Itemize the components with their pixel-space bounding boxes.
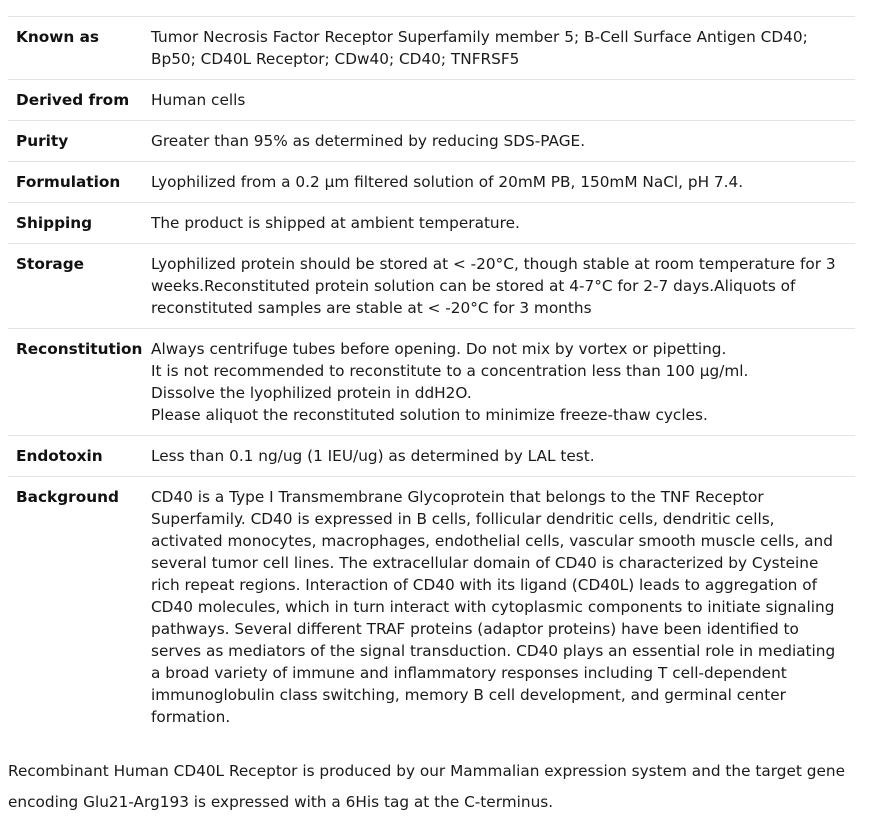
spec-value (151, 162, 855, 203)
spec-row-derived-from (8, 80, 855, 121)
spec-row-purity (8, 121, 855, 162)
spec-value-line: Lyophilized from a 0.2 μm filtered solution of 20mM PB, 150mM NaCl, pH 7.4. (151, 173, 744, 191)
spec-value-line: Tumor Necrosis Factor Receptor Superfamily member 5; B-Cell Surface Antigen CD40; Bp50; CD40L Receptor; CDw40; CD40; TNFRSF5 (151, 28, 808, 68)
spec-row-shipping (8, 203, 855, 244)
spec-label: Endotoxin (16, 447, 103, 465)
spec-value (151, 203, 855, 244)
spec-value-line: Less than 0.1 ng/ug (1 IEU/ug) as determined by LAL test. (151, 447, 595, 465)
spec-row-storage (8, 244, 855, 329)
spec-value (151, 436, 855, 477)
spec-value (151, 121, 855, 162)
spec-row-endotoxin (8, 436, 855, 477)
spec-value (151, 329, 855, 436)
spec-value-line: Greater than 95% as determined by reducing SDS-PAGE. (151, 132, 586, 150)
product-description: Recombinant Human CD40L Receptor is produced by our Mammalian expression system and the target gene encoding Glu21-Arg193 is expressed with a 6His tag at the C-terminus. (8, 762, 845, 812)
spec-value (151, 17, 855, 80)
product-spec-table (8, 16, 855, 737)
spec-label: Reconstitution (16, 340, 143, 358)
spec-value (151, 244, 855, 329)
spec-row-background (8, 477, 855, 738)
spec-label: Storage (16, 255, 85, 273)
spec-value-line: Lyophilized protein should be stored at < -20°C, though stable at room temperature for 3 weeks.Reconstituted protein solution can be stored at 4-7°C for 2-7 days.Aliquots of reconstituted samples are stable at < -20°C for 3 months (151, 255, 836, 317)
spec-row-reconstitution (8, 329, 855, 436)
spec-value-line: Please aliquot the reconstituted solution to minimize freeze-thaw cycles. (151, 406, 708, 424)
spec-value-line: It is not recommended to reconstitute to a concentration less than 100 μg/ml. (151, 362, 749, 380)
spec-value-line: The product is shipped at ambient temperature. (151, 214, 520, 232)
spec-row-known-as (8, 17, 855, 80)
spec-value-line: CD40 is a Type I Transmembrane Glycoprotein that belongs to the TNF Receptor Superfamily. CD40 is expressed in B cells, follicular dendritic cells, dendritic cells, activated monocytes, macrophages, endothelial cells, vascular smooth muscle cells, and several tumor cell lines. The extracellular domain of CD40 is characterized by Cysteine rich repeat regions. Interaction of CD40 with its ligand (CD40L) leads to aggregation of CD40 molecules, which in turn interact with cytoplasmic components to initiate signaling pathways. Several different TRAF proteins (adaptor proteins) have been identified to serves as mediators of the signal transduction. CD40 plays an essential role in mediating a broad variety of immune and inflammatory responses including T cell-dependent immunoglobulin class switching, memory B cell development, and germinal center formation. (151, 488, 836, 726)
spec-label: Formulation (16, 173, 121, 191)
spec-label: Purity (16, 132, 69, 150)
spec-table-body (8, 17, 855, 738)
spec-row-formulation (8, 162, 855, 203)
spec-value (151, 477, 855, 738)
spec-label: Known as (16, 28, 100, 46)
spec-value-line: Always centrifuge tubes before opening. Do not mix by vortex or pipetting. (151, 340, 727, 358)
spec-value-line: Dissolve the lyophilized protein in ddH2O. (151, 384, 472, 402)
spec-label: Shipping (16, 214, 93, 232)
spec-label: Background (16, 488, 119, 506)
spec-value (151, 80, 855, 121)
spec-value-line: Human cells (151, 91, 246, 109)
spec-label: Derived from (16, 91, 130, 109)
